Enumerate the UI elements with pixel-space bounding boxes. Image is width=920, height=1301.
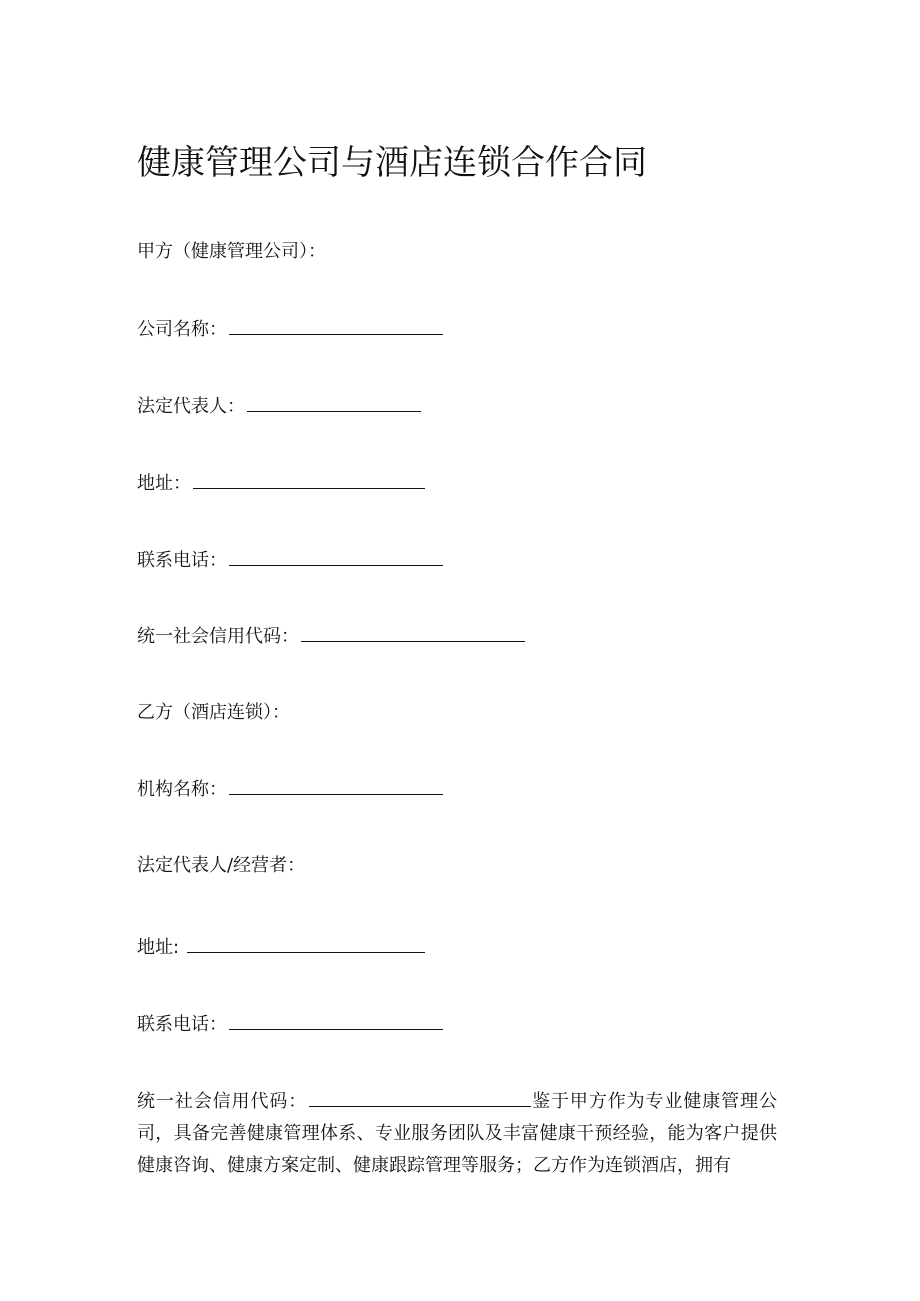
party-b-legal-rep-field [137,853,305,879]
party-a-heading-text: 甲方（健康管理公司）： [137,241,326,262]
party-a-credit-code-field [137,623,525,650]
party-a-heading [137,239,326,265]
legal-rep-blank[interactable] [247,393,421,412]
document-title: 健康管理公司与酒店连锁合作合同 [137,143,647,183]
phone-blank[interactable] [229,1011,443,1030]
field-label: 地址: [137,937,185,958]
company-name-blank[interactable] [229,316,443,335]
credit-code-blank[interactable] [301,623,525,642]
party-b-heading [137,700,290,726]
address-blank[interactable] [187,934,425,953]
field-label: 统一社会信用代码： [137,626,299,647]
field-label: 法定代表人/经营者： [137,855,306,876]
party-a-address-field [137,470,425,497]
party-b-heading-text: 乙方（酒店连锁）： [137,702,290,723]
field-label: 机构名称： [137,779,227,800]
recital-paragraph [137,1086,777,1182]
field-label: 地址： [137,473,191,494]
credit-code-blank[interactable] [309,1088,531,1107]
party-a-phone-field [137,547,443,574]
party-b-org-name-field [137,776,443,803]
party-b-phone-field [137,1011,443,1038]
party-a-company-name-field [137,316,443,343]
field-label: 联系电话： [137,1014,227,1035]
address-blank[interactable] [193,470,425,489]
field-label: 公司名称： [137,319,227,340]
party-a-legal-rep-field [137,393,421,420]
field-label: 法定代表人： [137,396,245,417]
field-label: 联系电话： [137,550,227,571]
credit-code-label: 统一社会信用代码： [137,1091,308,1112]
org-name-blank[interactable] [229,776,443,795]
recital-text: 鉴于甲方作为专业健康管理公司，具备完善健康管理体系、专业服务团队及丰富健康干预经验，能为客户提供健康咨询、健康方案定制、健康跟踪管理等服务；乙方作为连锁酒店，拥有 [137,1091,778,1176]
party-b-address-field [137,934,425,961]
phone-blank[interactable] [229,547,443,566]
